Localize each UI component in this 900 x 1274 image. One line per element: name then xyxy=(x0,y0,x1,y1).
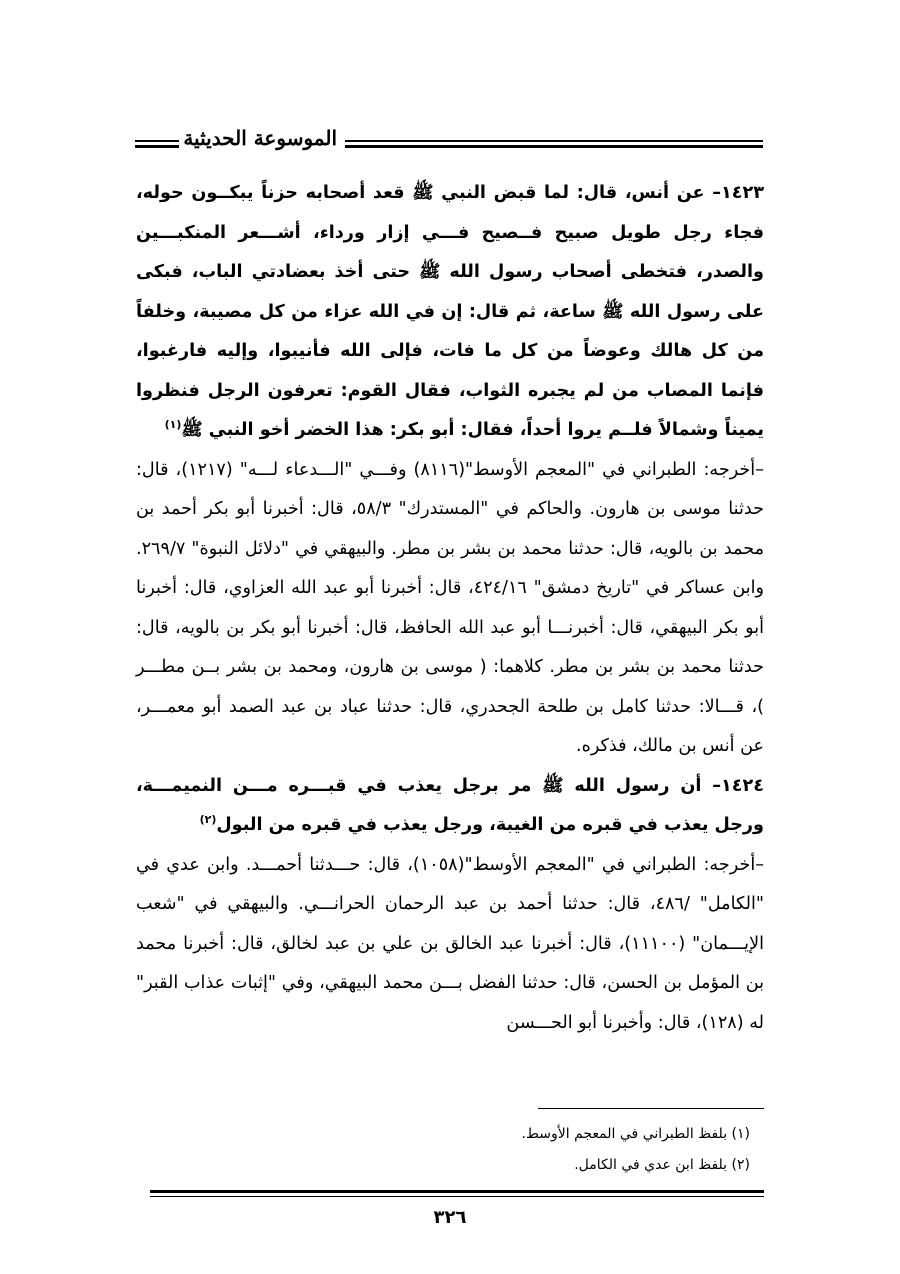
header-rule-right-thick xyxy=(345,145,763,148)
footnote-separator xyxy=(538,1108,764,1109)
footnote-2: (٢) بلفظ ابن عدي في الكامل. xyxy=(574,1157,750,1173)
hadith-1424-text: ١٤٢٤– أن رسول الله ﷺ مر برجل يعذب في قبـــره مـــن النميمـــة، ورجل يعذب في قبره من الغيبة، ورجل يعذب في قبره من البول xyxy=(136,775,764,835)
hadith-1423-text: ١٤٢٣– عن أنس، قال: لما قبض النبي ﷺ قعد أصحابه حزناً يبكــون حوله، فجاء رجل طويل صبيح فــصيح فـــي إزار ورداء، أشـــعر المنكبـــين والصدر، فتخطى أصحاب رسول الله ﷺ حتى أخذ بعضادتي الباب، فبكى على رسول الله ﷺ ساعة، ثم قال: إن في الله عزاء من كل مصيبة، وخلفاً من كل هالك وعوضاً من كل ما فات، فإلى الله فأنيبوا، وإليه فارغبوا، فإنما المصاب من لم يجبره الثواب، فقال القوم: تعرفون الرجل فنظروا يميناً وشمالاً فلــم يروا أحداً، فقال: أبو بكر: هذا الخضر أخو النبي ﷺ xyxy=(136,183,764,440)
main-text xyxy=(136,174,764,1043)
footer-rule-thin xyxy=(150,1196,764,1197)
footnote-1: (١) بلفظ الطبراني في المعجم الأوسط. xyxy=(521,1126,750,1142)
takhrij-1423: –أخرجه: الطبراني في "المعجم الأوسط"(٨١١٦) وفـــي "الـــدعاء لـــه" (١٢١٧)، قال: حدثنا موسى بن هارون. والحاكم في "المستدرك" ٥٨/٣، قال: أخبرنا أبو بكر أحمد بن محمد بن بالويه، قال: حدثنا محمد بن بشر بن مطر. والبيهقي في "دلائل النبوة" ٢٦٩/٧. وابن عساكر في "تاريخ دمشق" ٤٢٤/١٦، قال: أخبرنا أبو عبد الله العزاوي، قال: أخبرنا أبو بكر البيهقي، قال: أخبرنـــا أبو عبد الله الحافظ، قال: أخبرنا أبو بكر بن بالويه، قال: حدثنا محمد بن بشر بن مطر. كلاهما: ( موسى بن هارون، ومحمد بن بشر بــن مطـــر )، قـــالا: حدثنا كامل بن طلحة الجحدري، قال: حدثنا عباد بن عبد الصمد أبو معمـــر، عن أنس بن مالك، فذكره. xyxy=(136,459,764,756)
footnote-ref-1: (١) xyxy=(164,418,182,432)
footnote-ref-2: (٢) xyxy=(199,813,217,827)
footer-rule-thick xyxy=(150,1190,764,1193)
takhrij-1424: –أخرجه: الطبراني في "المعجم الأوسط"(١٠٥٨)، قال: حـــدثنا أحمـــد. وابن عدي في "الكامل" /٤٨٦، قال: حدثنا أحمد بن عبد الرحمان الحرانـــي. والبيهقي في "شعب الإيـــمان" (١١١٠٠)، قال: أخبرنا عبد الخالق بن علي بن عبد لخالق، قال: أخبرنا محمد بن المؤمل بن الحسن، قال: حدثنا الفضل بـــن محمد البيهقي، وفي "إثبات عذاب القبر" له (١٢٨)، قال: وأخبرنا أبو الحـــسن xyxy=(136,854,765,1033)
hadith-1424 xyxy=(136,767,764,846)
header-rule-left-thick xyxy=(135,145,179,148)
header-rule-left xyxy=(135,140,179,142)
running-header xyxy=(135,126,763,160)
header-rule-right xyxy=(345,140,763,142)
hadith-1423 xyxy=(136,174,764,451)
page-number: ٣٢٦ xyxy=(433,1207,467,1228)
header-title: الموسوعة الحديثية xyxy=(183,126,337,150)
